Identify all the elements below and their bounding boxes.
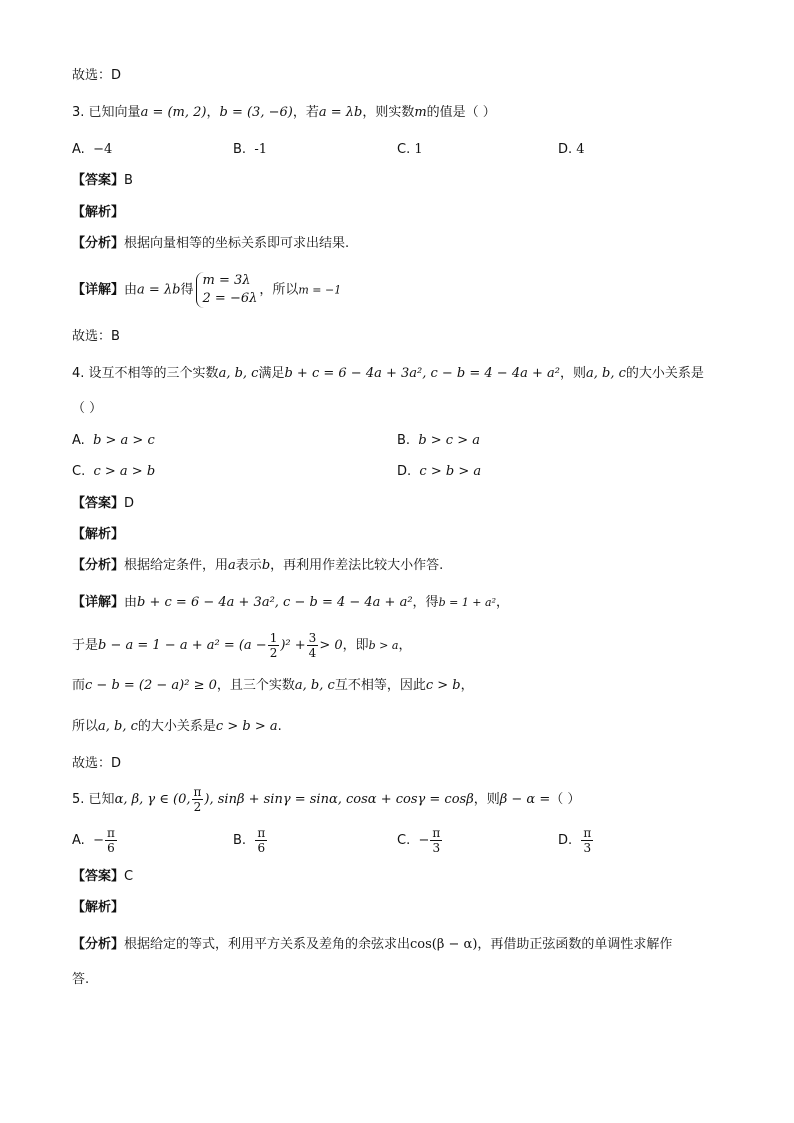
detailed-solution: 【详解】由a = λb得 m = 3λ 2 = −6λ ，所以m = −1 xyxy=(72,273,342,306)
prev-conclusion: 故选：D xyxy=(72,68,122,83)
analysis-heading: 【解析】 xyxy=(72,205,125,220)
answer-line: 【答案】B xyxy=(72,173,133,188)
question-number: 4. xyxy=(72,366,85,381)
option-a: A. − $\frac{\pi}{6}$ xyxy=(72,826,115,855)
question-4: 4. 设互不相等的三个实数a, b, c满足b + c = 6 − 4a + 3a², c − b = 4 − 4a + a²，则a, b, c的大小关系是 xyxy=(72,366,704,381)
analysis-summary: 【分析】根据给定条件，用a表示b，再利用作差法比较大小作答. xyxy=(72,558,444,573)
question-paren: （ ） xyxy=(72,401,103,416)
analysis-heading: 【解析】 xyxy=(72,527,125,542)
conclusion: 故选：B xyxy=(72,329,120,344)
analysis-heading: 【解析】 xyxy=(72,900,125,915)
vector-relation: a = λb xyxy=(318,105,363,120)
condition: b + c = 6 − 4a + 3a², c − b = 4 − 4a + a² xyxy=(284,366,560,381)
analysis-summary: 【分析】根据给定的等式，利用平方关系及差角的余弦求出cos(β − α)，再借助正弦函数的单调性求解作 xyxy=(72,937,673,952)
vector-b-def: b = (3, −6) xyxy=(219,105,293,120)
analysis-summary-cont: 答. xyxy=(72,972,90,987)
equation-system: m = 3λ 2 = −6λ xyxy=(196,272,258,308)
option-d: D. c > b > a xyxy=(397,464,482,479)
option-c: C. 1 xyxy=(397,142,423,157)
solution-step-2: 而c − b = (2 − a)² ≥ 0，且三个实数a, b, c互不相等，因此c > b， xyxy=(72,678,474,693)
analysis-summary: 【分析】根据向量相等的坐标关系即可求出结果. xyxy=(72,236,350,251)
option-a: A. b > a > c xyxy=(72,433,155,448)
detailed-solution: 【详解】由b + c = 6 − 4a + 3a², c − b = 4 − 4a + a²，得b = 1 + a²， xyxy=(72,595,510,610)
option-d: D. 4 xyxy=(558,142,585,157)
solution-step-3: 所以a, b, c的大小关系是c > b > a. xyxy=(72,719,282,734)
question-number: 3. xyxy=(72,105,85,120)
conclusion: 故选：D xyxy=(72,756,122,771)
answer-line: 【答案】D xyxy=(72,496,135,511)
option-b: B. $\frac{\pi}{6}$ xyxy=(233,826,266,855)
question-number: 5. xyxy=(72,792,85,807)
solution-step-1: 于是b − a = 1 − a + a² = (a − $\frac{1}{2}$ )² + $\frac{3}{4}$ > 0，即b > a， xyxy=(72,631,412,660)
option-c: C. c > a > b xyxy=(72,464,156,479)
option-d: D. $\frac{\pi}{3}$ xyxy=(558,826,592,855)
vector-a-def: a = (m, 2) xyxy=(140,105,207,120)
option-a: A. −4 xyxy=(72,142,113,157)
answer-line: 【答案】C xyxy=(72,869,134,884)
option-b: B. -1 xyxy=(233,142,267,157)
question-3: 3. 已知向量a = (m, 2)，b = (3, −6)，若a = λb，则实数m的值是（ ） xyxy=(72,105,496,120)
question-5: 5. 已知α, β, γ ∈ (0, $\frac{\pi}{2}$ ), sinβ + sinγ = sinα, cosα + cosγ = cosβ，则β − α =（ ） xyxy=(72,785,581,814)
option-b: B. b > c > a xyxy=(397,433,480,448)
option-c: C. − $\frac{\pi}{3}$ xyxy=(397,826,441,855)
